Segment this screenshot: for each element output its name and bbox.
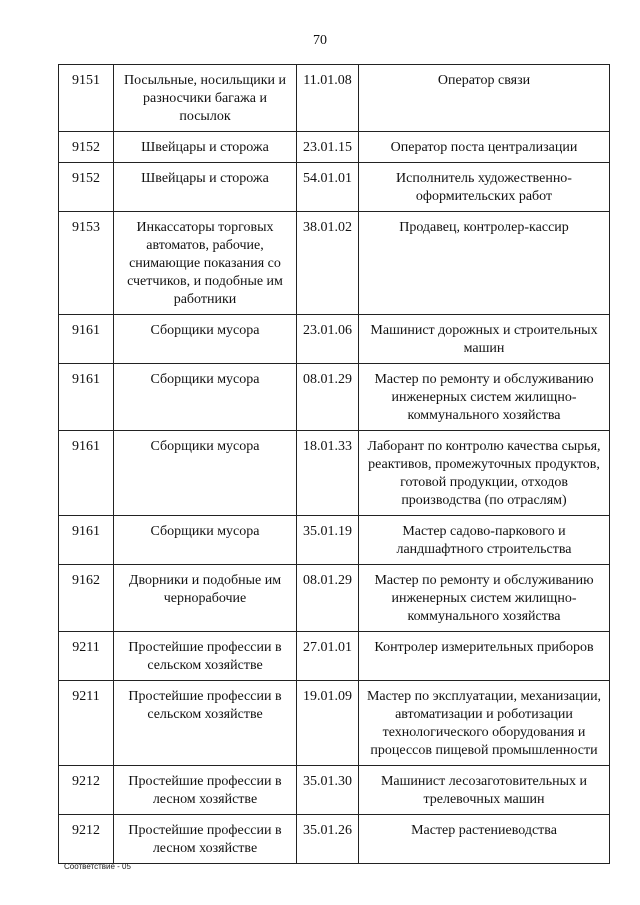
- occupation-name-cell: Швейцары и сторожа: [114, 163, 297, 212]
- table-row: [59, 364, 610, 431]
- specialty-code-cell: 27.01.01: [297, 632, 359, 681]
- specialty-code-cell: 19.01.09: [297, 681, 359, 766]
- profession-name-cell: Оператор связи: [359, 65, 610, 132]
- profession-name-cell: Мастер садово-паркового и ландшафтного строительства: [359, 516, 610, 565]
- occupation-code-cell: 9153: [59, 212, 114, 315]
- occupation-name-cell: Швейцары и сторожа: [114, 132, 297, 163]
- occupation-name-cell: Простейшие профессии в лесном хозяйстве: [114, 766, 297, 815]
- profession-name-cell: Мастер растениеводства: [359, 815, 610, 864]
- specialty-code-cell: 18.01.33: [297, 431, 359, 516]
- table-row: [59, 632, 610, 681]
- occupation-code-cell: 9212: [59, 815, 114, 864]
- occupation-name-cell: Посыльные, носильщики и разносчики багажа и посылок: [114, 65, 297, 132]
- occupation-name-cell: Простейшие профессии в сельском хозяйстве: [114, 681, 297, 766]
- occupation-name-cell: Сборщики мусора: [114, 364, 297, 431]
- specialty-code-cell: 35.01.26: [297, 815, 359, 864]
- occupation-code-cell: 9211: [59, 632, 114, 681]
- profession-name-cell: Машинист лесозаготовительных и трелевочных машин: [359, 766, 610, 815]
- occupation-code-cell: 9161: [59, 516, 114, 565]
- table-row: [59, 565, 610, 632]
- profession-name-cell: Мастер по эксплуатации, механизации, автоматизации и роботизации технологического оборудования и процессов пищевой промышленности: [359, 681, 610, 766]
- occupation-code-cell: 9152: [59, 132, 114, 163]
- occupation-code-cell: 9151: [59, 65, 114, 132]
- occupation-code-cell: 9212: [59, 766, 114, 815]
- table-row: [59, 315, 610, 364]
- profession-name-cell: Мастер по ремонту и обслуживанию инженерных систем жилищно-коммунального хозяйства: [359, 364, 610, 431]
- occupation-name-cell: Инкассаторы торговых автоматов, рабочие, снимающие показания со счетчиков, и подобные им работники: [114, 212, 297, 315]
- specialty-code-cell: 08.01.29: [297, 565, 359, 632]
- table-row: [59, 815, 610, 864]
- specialty-code-cell: 23.01.06: [297, 315, 359, 364]
- occupation-name-cell: Простейшие профессии в лесном хозяйстве: [114, 815, 297, 864]
- occupation-code-cell: 9161: [59, 364, 114, 431]
- table-row: [59, 65, 610, 132]
- occupation-code-cell: 9152: [59, 163, 114, 212]
- footer-note: Соответствие - 05: [64, 862, 131, 871]
- profession-name-cell: Мастер по ремонту и обслуживанию инженерных систем жилищно-коммунального хозяйства: [359, 565, 610, 632]
- specialty-code-cell: 35.01.19: [297, 516, 359, 565]
- page-number: 70: [313, 33, 327, 48]
- specialty-code-cell: 11.01.08: [297, 65, 359, 132]
- occupation-name-cell: Простейшие профессии в сельском хозяйстве: [114, 632, 297, 681]
- profession-name-cell: Продавец, контролер-кассир: [359, 212, 610, 315]
- table-row: [59, 212, 610, 315]
- table-row: [59, 516, 610, 565]
- specialty-code-cell: 23.01.15: [297, 132, 359, 163]
- profession-name-cell: Исполнитель художественно-оформительских работ: [359, 163, 610, 212]
- occupation-code-cell: 9161: [59, 431, 114, 516]
- occupation-code-cell: 9161: [59, 315, 114, 364]
- table-row: [59, 681, 610, 766]
- profession-name-cell: Машинист дорожных и строительных машин: [359, 315, 610, 364]
- occupation-code-cell: 9211: [59, 681, 114, 766]
- occupation-name-cell: Дворники и подобные им чернорабочие: [114, 565, 297, 632]
- specialty-code-cell: 08.01.29: [297, 364, 359, 431]
- profession-name-cell: Лаборант по контролю качества сырья, реактивов, промежуточных продуктов, готовой продукции, отходов производства (по отраслям): [359, 431, 610, 516]
- table-row: [59, 163, 610, 212]
- occupation-code-cell: 9162: [59, 565, 114, 632]
- profession-name-cell: Оператор поста централизации: [359, 132, 610, 163]
- table-row: [59, 431, 610, 516]
- occupation-name-cell: Сборщики мусора: [114, 315, 297, 364]
- table-row: [59, 766, 610, 815]
- specialty-code-cell: 54.01.01: [297, 163, 359, 212]
- specialty-code-cell: 35.01.30: [297, 766, 359, 815]
- occupation-name-cell: Сборщики мусора: [114, 516, 297, 565]
- table-row: [59, 132, 610, 163]
- profession-name-cell: Контролер измерительных приборов: [359, 632, 610, 681]
- occupation-name-cell: Сборщики мусора: [114, 431, 297, 516]
- specialty-code-cell: 38.01.02: [297, 212, 359, 315]
- occupations-table: [58, 64, 610, 864]
